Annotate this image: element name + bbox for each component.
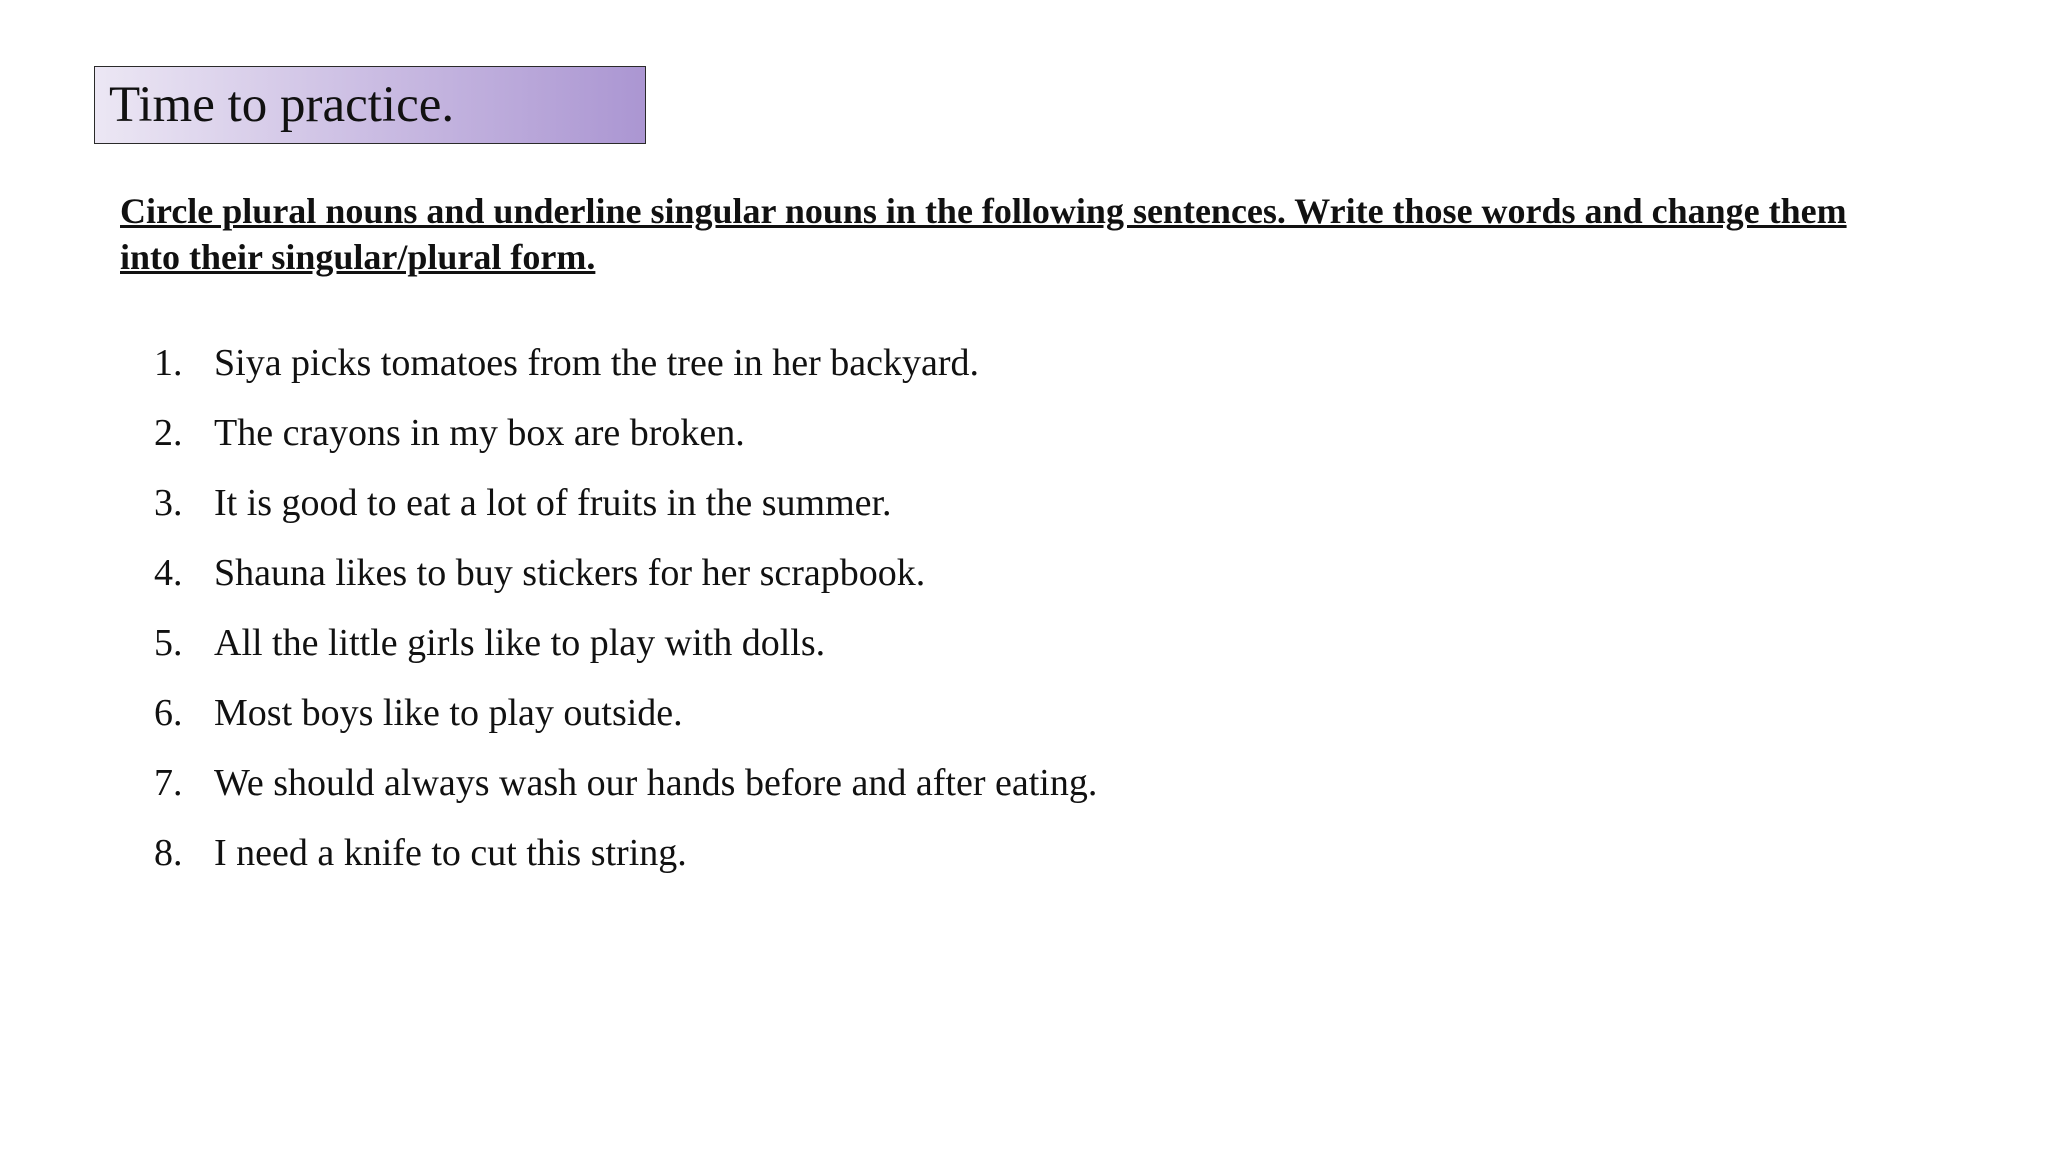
sentence-number: 4. <box>154 552 183 594</box>
sentence-number: 8. <box>154 832 183 874</box>
sentence-number: 2. <box>154 412 183 454</box>
instruction-text: Circle plural nouns and underline singular nouns in the following sentences. Write those words and change them into their singular/plural form. <box>120 191 1847 277</box>
sentence-text: I need a knife to cut this string. <box>214 832 687 874</box>
sentence-text: All the little girls like to play with dolls. <box>214 622 826 664</box>
slide-title: Time to practice. <box>109 77 455 133</box>
sentence-number: 6. <box>154 692 183 734</box>
sentence-number: 1. <box>154 342 183 384</box>
sentence-text: We should always wash our hands before and after eating. <box>214 762 1098 804</box>
sentence-text: Shauna likes to buy stickers for her scrapbook. <box>214 552 926 594</box>
sentence-number: 5. <box>154 622 183 664</box>
sentence-text: Siya picks tomatoes from the tree in her backyard. <box>214 342 980 384</box>
sentence-number: 7. <box>154 762 183 804</box>
title-box <box>94 66 646 144</box>
sentence-text: It is good to eat a lot of fruits in the summer. <box>214 482 892 524</box>
sentence-text: The crayons in my box are broken. <box>214 412 745 454</box>
sentence-number: 3. <box>154 482 183 524</box>
sentence-text: Most boys like to play outside. <box>214 692 683 734</box>
